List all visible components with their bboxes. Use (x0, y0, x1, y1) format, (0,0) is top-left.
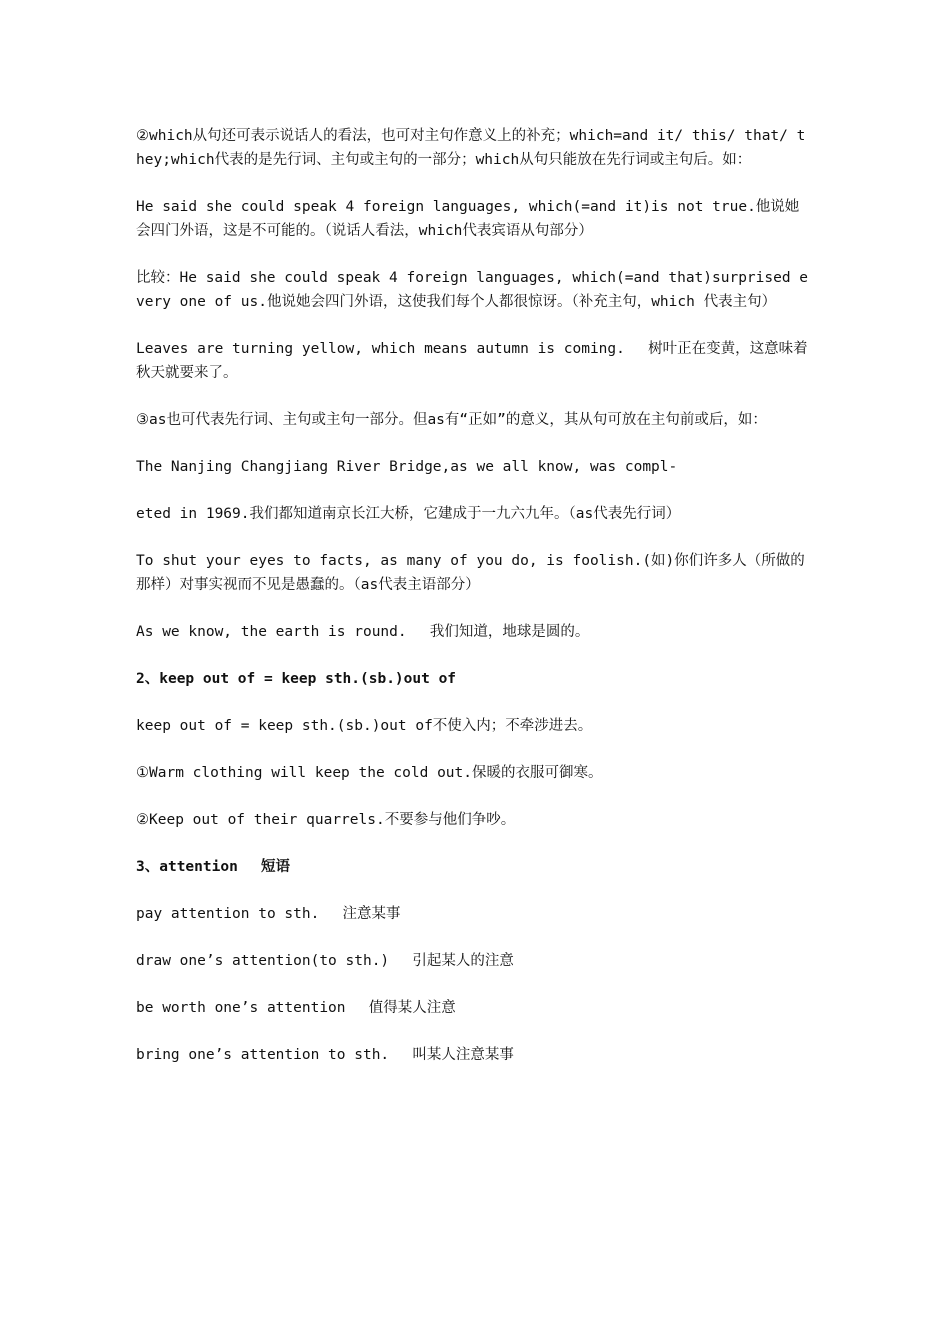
phrase-draw-attention: draw one’s attention(to sth.) 引起某人的注意 (136, 953, 514, 969)
paragraph-example-bridge-part1: The Nanjing Changjiang River Bridge,as we all know, was compl- (136, 459, 678, 475)
paragraph-which-usage: ②which从句还可表示说话人的看法，也可对主句作意义上的补充；which=and it/ this/ that/ they;which代表的是先行词、主句或主句的一部分；which从句只能放在先行词或主句后。如： (136, 128, 806, 168)
paragraph-example-not-true: He said she could speak 4 foreign languages, which(=and it)is not true.他说她会四门外语，这是不可能的。（说话人看法，which代表宾语从句部分） (136, 199, 800, 239)
paragraph-example-foolish: To shut your eyes to facts, as many of you do, is foolish.(如)你们许多人（所做的那样）对事实视而不见是愚蠢的。（as代表主语部分） (136, 553, 805, 593)
section-heading-attention: 3、attention 短语 (136, 859, 291, 875)
paragraph-example-bridge-part2: eted in 1969.我们都知道南京长江大桥，它建成于一九六九年。（as代表先行词） (136, 506, 681, 522)
phrase-bring-attention: bring one’s attention to sth. 叫某人注意某事 (136, 1047, 514, 1063)
document-body (136, 124, 812, 1090)
section-heading-keep-out-of: 2、keep out of = keep sth.(sb.)out of (136, 671, 457, 687)
paragraph-as-usage: ③as也可代表先行词、主句或主句一部分。但as有“正如”的意义，其从句可放在主句前或后，如： (136, 412, 767, 428)
phrase-worth-attention: be worth one’s attention 值得某人注意 (136, 1000, 456, 1016)
paragraph-example-quarrels: ②Keep out of their quarrels.不要参与他们争吵。 (136, 812, 516, 828)
paragraph-example-warm-clothing: ①Warm clothing will keep the cold out.保暖的衣服可御寒。 (136, 765, 603, 781)
paragraph-example-autumn: Leaves are turning yellow, which means autumn is coming. 树叶正在变黄，这意味着秋天就要来了。 (136, 341, 808, 381)
paragraph-keep-out-definition: keep out of = keep sth.(sb.)out of不使入内；不牵涉进去。 (136, 718, 593, 734)
paragraph-comparison: 比较：He said she could speak 4 foreign languages, which(=and that)surprised every one of us.他说她会四门外语，这使我们每个人都很惊讶。（补充主句，which 代表主句） (136, 270, 809, 310)
phrase-pay-attention: pay attention to sth. 注意某事 (136, 906, 401, 922)
paragraph-example-earth: As we know, the earth is round. 我们知道，地球是圆的。 (136, 624, 590, 640)
